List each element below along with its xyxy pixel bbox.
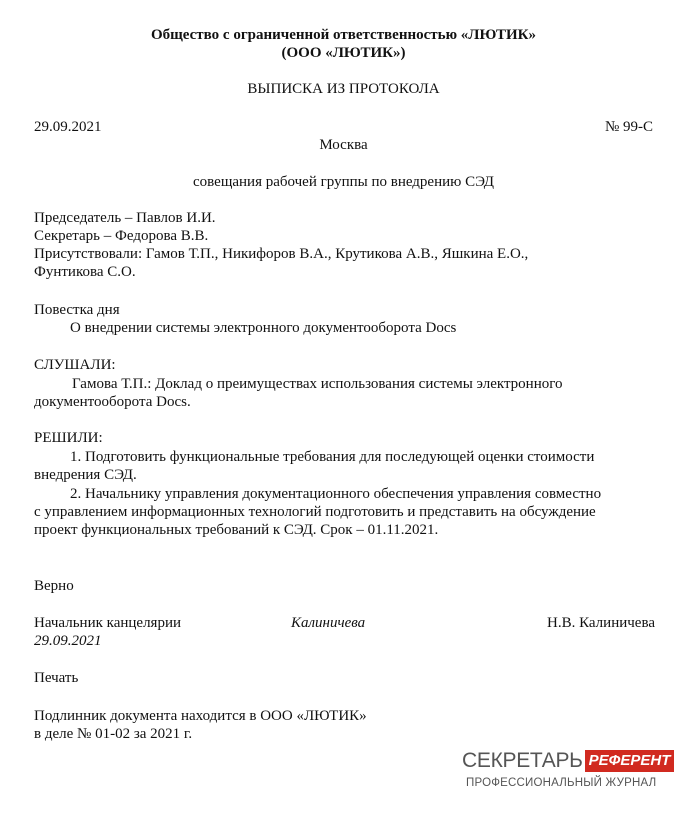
signature: Калиничева bbox=[291, 615, 366, 631]
agenda-item: О внедрении системы электронного документооборота Docs bbox=[70, 320, 457, 336]
meeting-subject: совещания рабочей группы по внедрению СЭД bbox=[193, 174, 494, 190]
logo-subtitle: ПРОФЕССИОНАЛЬНЫЙ ЖУРНАЛ bbox=[466, 777, 657, 789]
decision-2-line-3: проект функциональных требований к СЭД. Срок – 01.11.2021. bbox=[34, 522, 439, 538]
decision-2-line-2: с управлением информационных технологий подготовить и представить на обсуждение bbox=[34, 504, 596, 520]
org-full-name: Общество с ограниченной ответственностью «ЛЮТИК» bbox=[150, 27, 537, 43]
signer-name: Н.В. Калиничева bbox=[547, 615, 655, 631]
logo-word: СЕКРЕТАРЬ bbox=[462, 749, 583, 772]
heard-text-line-1: Гамова Т.П.: Доклад о преимуществах использования системы электронного bbox=[72, 376, 563, 392]
certified-true-label: Верно bbox=[34, 578, 74, 594]
document-city: Москва bbox=[319, 137, 368, 153]
org-short-name: (ООО «ЛЮТИК») bbox=[281, 45, 406, 61]
decision-2-line-1: 2. Начальнику управления документационного обеспечения управления совместно bbox=[70, 486, 602, 502]
attendees-line-2: Фунтикова С.О. bbox=[34, 264, 136, 280]
document-date: 29.09.2021 bbox=[34, 119, 102, 135]
original-location-line-2: в деле № 01-02 за 2021 г. bbox=[34, 726, 193, 742]
journal-logo bbox=[462, 749, 671, 795]
secretary: Секретарь – Федорова В.В. bbox=[34, 228, 209, 244]
certification-date: 29.09.2021 bbox=[34, 633, 102, 649]
signer-position: Начальник канцелярии bbox=[34, 615, 182, 631]
document-number: № 99-С bbox=[604, 119, 653, 135]
seal-label: Печать bbox=[34, 670, 79, 686]
decided-heading: РЕШИЛИ: bbox=[34, 430, 103, 446]
chairman: Председатель – Павлов И.И. bbox=[34, 210, 216, 226]
document-title: ВЫПИСКА ИЗ ПРОТОКОЛА bbox=[247, 81, 440, 97]
heard-text-line-2: документооборота Docs. bbox=[34, 394, 191, 410]
original-location-line-1: Подлинник документа находится в ООО «ЛЮТИК» bbox=[34, 708, 367, 724]
attendees-line-1: Присутствовали: Гамов Т.П., Никифоров В.А., Крутикова А.В., Яшкина Е.О., bbox=[34, 246, 529, 262]
logo-badge: РЕФЕРЕНТ bbox=[585, 750, 675, 772]
decision-1-line-1: 1. Подготовить функциональные требования для последующей оценки стоимости bbox=[70, 449, 595, 465]
heard-heading: СЛУШАЛИ: bbox=[34, 357, 116, 373]
decision-1-line-2: внедрения СЭД. bbox=[34, 467, 137, 483]
agenda-heading: Повестка дня bbox=[34, 302, 120, 318]
